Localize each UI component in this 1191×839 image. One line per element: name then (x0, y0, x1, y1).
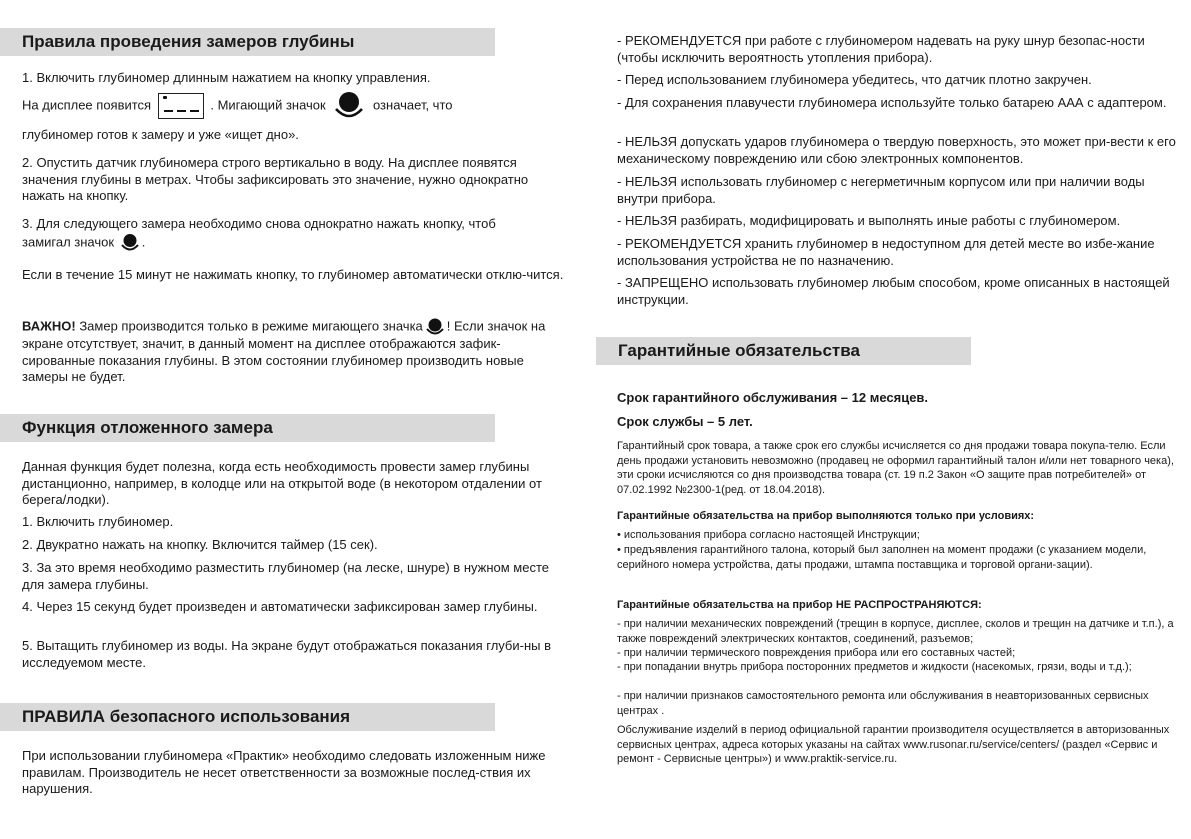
section-title-safety: ПРАВИЛА безопасного использования (0, 703, 495, 731)
important-text-a: Замер производится только в режиме мигающего значка (75, 318, 423, 334)
rule-item: - Для сохранения плавучести глубиномера используйте только батарею ААА с адаптером. (617, 95, 1167, 110)
warranty-period-text: Гарантийный срок товара, а также срок его службы исчисляется со дня продажи товара покупа-телю. Если день продажи установить невозможно (продавец не оформил гарантийный талон и/или нет товарного чека), эти сроки исчисляются со дня производства товара (ст. 19 п.2 Закон «О защите прав потребителей» от 07.02.1992 №2300-1(ред. от 18.04.2018). (617, 440, 1174, 496)
ready-text: глубиномер готов к замеру и уже «ищет дно». (22, 127, 299, 142)
exclusion-item: - при наличии признаков самостоятельного ремонта или обслуживания в неавторизованных сервисных центрах . (617, 690, 1149, 717)
service-life: Срок службы – 5 лет. (617, 414, 753, 429)
important-label: ВАЖНО! (22, 318, 76, 334)
step-1-text: 1. Включить глубиномер длинным нажатием на кнопку управления. (22, 70, 431, 85)
step-3-text-c: . (141, 233, 146, 249)
delayed-step-4: 4. Через 15 секунд будет произведен и автоматически зафиксирован замер глубины. (22, 599, 538, 614)
display-line (22, 91, 572, 121)
safety-intro: При использовании глубиномера «Практик» необходимо следовать изложенным ниже правилам. Производитель не несет ответственности за возможные послед-ствия их нарушения. (22, 748, 546, 796)
rule-item: - Перед использованием глубиномера убедитесь, что датчик плотно закручен. (617, 72, 1092, 87)
section-title-warranty: Гарантийные обязательства (596, 337, 971, 365)
conditions-title: Гарантийные обязательства на прибор выполняются только при условиях: (617, 510, 1035, 522)
delayed-intro: Данная функция будет полезна, когда есть необходимость провести замер глубины дистанционно, например, в колодце или на открытой воде (в некотором отдалении от берега/лодки). (22, 459, 542, 507)
rule-item: - РЕКОМЕНДУЕТСЯ хранить глубиномер в недоступном для детей месте во избе-жание использования устройства не по назначению. (617, 236, 1155, 268)
rule-item: - НЕЛЬЗЯ использовать глубиномер с негерметичным корпусом или при наличии воды внутри прибора. (617, 174, 1145, 206)
exclusion-item: - при наличии механических повреждений (трещин в корпусе, дисплее, сколов и трещин на датчике и т.п.), а также повреждений электрических контактов, соединений, разъемов; (617, 618, 1174, 645)
exclusions-title: Гарантийные обязательства на прибор НЕ РАСПРОСТРАНЯЮТСЯ: (617, 599, 982, 611)
important-text-b: ! Если значок на экране отсутствует, значит, в данный момент на дисплее отображаются зафик-сированные показания глубины. В этом состоянии глубиномер производить новые замеры не будет. (22, 318, 546, 384)
step-3-text (22, 216, 572, 253)
condition-item: • предъявления гарантийного талона, который был заполнен на момент продажи (с указанием модели, серийного номера устройства, даты продажи, штампа поставщика и торговой органи-зации). (617, 544, 1147, 571)
sensor-wave-icon (329, 91, 369, 121)
rule-item: - РЕКОМЕНДУЕТСЯ при работе с глубиномером надевать на руку шнур безопас-ности (чтобы исключить вероятность утопления прибора). (617, 33, 1145, 65)
warranty-term: Срок гарантийного обслуживания – 12 месяцев. (617, 390, 929, 405)
delayed-step-5: 5. Вытащить глубиномер из воды. На экране будут отображаться показания глуби-ны в исследуемом месте. (22, 638, 552, 670)
important-note (22, 318, 572, 386)
dash-display-icon (158, 93, 204, 119)
display-text-b: . Мигающий значок (210, 97, 326, 113)
sensor-wave-icon (118, 233, 142, 253)
section-title-measurement: Правила проведения замеров глубины (0, 28, 495, 56)
exclusion-item: - при наличии термического повреждения прибора или его составных частей; (617, 647, 1016, 659)
rule-item: - ЗАПРЕЩЕНО использовать глубиномер любым способом, кроме описанных в настоящей инструкции. (617, 275, 1170, 307)
rule-item: - НЕЛЬЗЯ допускать ударов глубиномера о твердую поверхность, это может при-вести к его механическому повреждению или сбою электронных компонентов. (617, 134, 1176, 166)
delayed-step-3: 3. За это время необходимо разместить глубиномер (на леске, шнуре) в нужном месте для замера глубины. (22, 560, 550, 592)
display-text-a: На дисплее появится (22, 97, 152, 113)
sensor-wave-icon (423, 318, 447, 336)
condition-item: • использования прибора согласно настоящей Инструкции; (617, 529, 920, 541)
delayed-step-2: 2. Двукратно нажать на кнопку. Включится таймер (15 сек). (22, 537, 378, 552)
service-centers-text: Обслуживание изделий в период официальной гарантии производителя осуществляется в авторизованных сервисных центрах, адреса которых указаны на сайтах www.rusonar.ru/service/centers/ (раздел «Сервис и ремонт - Сервисные центры») и www.praktik-service.ru. (617, 724, 1170, 765)
section-title-delayed: Функция отложенного замера (0, 414, 495, 442)
display-text-c: означает, что (372, 97, 453, 113)
auto-off-text: Если в течение 15 минут не нажимать кнопку, то глубиномер автоматически отклю-чится. (22, 267, 564, 282)
step-2-text: 2. Опустить датчик глубиномера строго вертикально в воду. На дисплее появятся значения глубины в метрах. Чтобы зафиксировать это значение, нужно однократно нажать на кнопку. (22, 155, 529, 203)
delayed-step-1: 1. Включить глубиномер. (22, 514, 174, 529)
step-3-text-a: 3. Для следующего замера необходимо снова однократно нажать кнопку, чтоб (22, 216, 496, 231)
rule-item: - НЕЛЬЗЯ разбирать, модифицировать и выполнять иные работы с глубиномером. (617, 213, 1121, 228)
step-3-text-b: замигал значок (22, 233, 115, 249)
exclusion-item: - при попадании внутрь прибора посторонних предметов и жидкости (насекомых, грязи, воды и т.д.); (617, 661, 1132, 673)
